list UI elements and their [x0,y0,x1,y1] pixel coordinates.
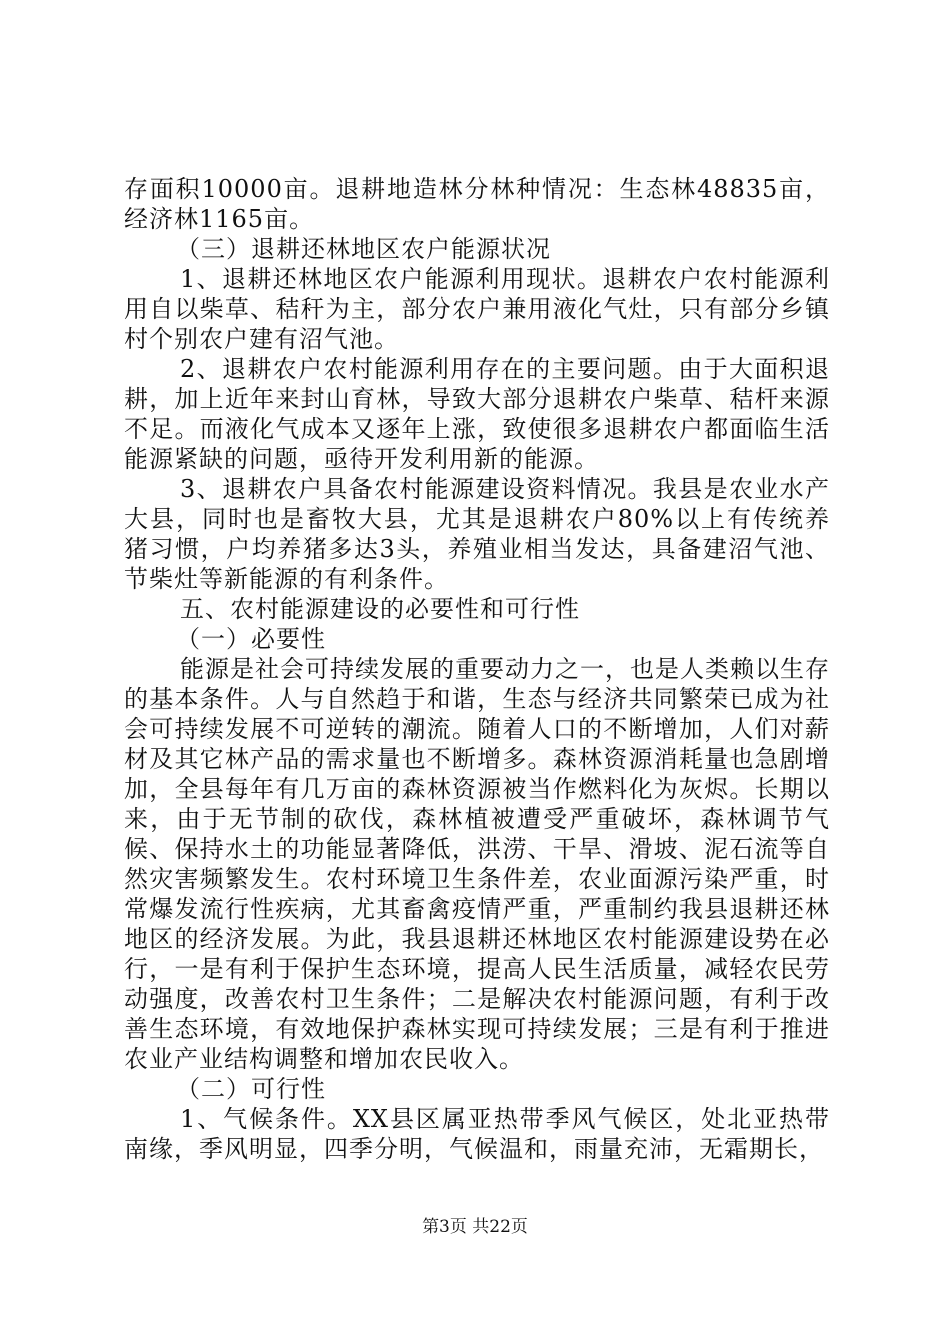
paragraph-construction-conditions: 3、退耕农户具备农村能源建设资料情况。我县是农业水产大县，同时也是畜牧大县，尤其是退耕农户80%以上有传统养猪习惯，户均养猪多达3头，养殖业相当发达，具备建沼气池、节柴灶等新能源的有利条件。 [124,475,830,593]
paragraph-forest-area: 存面积10000亩。退耕地造林分林种情况：生态林48835亩，经济林1165亩。 [124,175,830,233]
document-body [124,174,830,1164]
paragraph-climate: 1、气候条件。XX县区属亚热带季风气候区，处北亚热带南缘，季风明显，四季分明，气候温和，雨量充沛，无霜期长， [124,1105,830,1163]
heading-necessity: （一）必要性 [176,625,326,653]
paragraph-energy-usage: 1、退耕还林地区农户能源利用现状。退耕农户农村能源利用自以柴草、秸秆为主，部分农户兼用液化气灶，只有部分乡镇村个别农户建有沼气池。 [124,265,830,353]
heading-energy-status: （三）退耕还林地区农户能源状况 [176,235,551,263]
heading-section-five: 五、农村能源建设的必要性和可行性 [180,595,580,623]
paragraph-necessity: 能源是社会可持续发展的重要动力之一，也是人类赖以生存的基本条件。人与自然趋于和谐，生态与经济共同繁荣已成为社会可持续发展不可逆转的潮流。随着人口的不断增加，人们对薪材及其它林产品的需求量也不断增多。森林资源消耗量也急剧增加，全县每年有几万亩的森林资源被当作燃料化为灰烬。长期以来，由于无节制的砍伐，森林植被遭受严重破坏，森林调节气候、保持水土的功能显著降低，洪涝、干旱、滑坡、泥石流等自然灾害频繁发生。农村环境卫生条件差，农业面源污染严重，时常爆发流行性疾病，尤其畜禽疫情严重，严重制约我县退耕还林地区的经济发展。为此，我县退耕还林地区农村能源建设势在必行，一是有利于保护生态环境，提高人民生活质量，减轻农民劳动强度，改善农村卫生条件；二是解决农村能源问题，有利于改善生态环境，有效地保护森林实现可持续发展；三是有利于推进农业产业结构调整和增加农民收入。 [124,655,830,1073]
heading-feasibility: （二）可行性 [176,1075,326,1103]
paragraph-main-problems: 2、退耕农户农村能源利用存在的主要问题。由于大面积退耕，加上近年来封山育林，导致大部分退耕农户柴草、秸杆来源不足。而液化气成本又逐年上涨，致使很多退耕农户都面临生活能源紧缺的问题，亟待开发利用新的能源。 [124,355,830,473]
page-number-footer: 第3页 共22页 [422,1217,528,1237]
